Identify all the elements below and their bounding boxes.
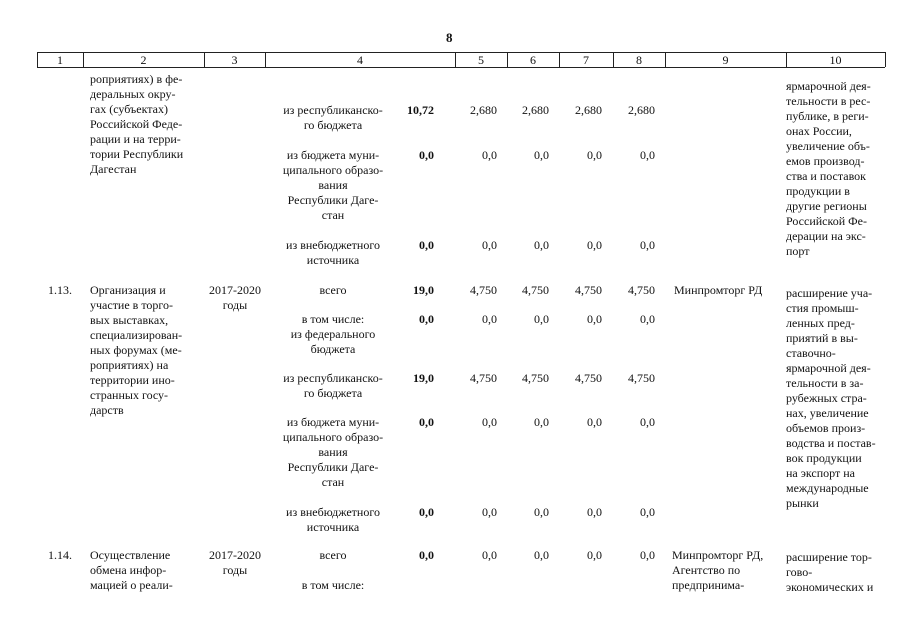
year-value-4: 4,750 (628, 283, 655, 297)
total-value: 0,0 (419, 505, 434, 519)
funding-source: ципального образо- (282, 430, 384, 444)
result-line: тельности в рес- (786, 94, 871, 108)
year-value-1: 4,750 (470, 371, 497, 385)
event-name-line: гах (субъектах) (90, 102, 168, 116)
year-value-4: 4,750 (628, 371, 655, 385)
year-value-2: 0,0 (534, 312, 549, 326)
result-line: тельности в за- (786, 376, 864, 390)
event-name-line: деральных окру- (90, 87, 176, 101)
result-line: гово- (786, 565, 813, 579)
event-name-line: мацией о реали- (90, 578, 173, 592)
result-line: водства и постав- (786, 436, 876, 450)
year-value-4: 0,0 (640, 505, 655, 519)
funding-source: бюджета (310, 342, 356, 356)
result-line: нах, увеличение (786, 406, 869, 420)
executor: Минпромторг РД, (672, 548, 764, 562)
event-name-line: тории Республики (90, 147, 184, 161)
total-value: 0,0 (419, 415, 434, 429)
header-cell-6: 6 (530, 53, 536, 67)
page-number: 8 (446, 30, 453, 45)
funding-source: стан (321, 475, 345, 489)
result-line: другие регионы (786, 199, 867, 213)
period: годы (222, 298, 248, 312)
funding-source: стан (321, 208, 345, 222)
funding-source: в том числе: (301, 312, 365, 326)
result-line: порт (786, 244, 810, 258)
event-name-line: странных госу- (90, 388, 169, 402)
year-value-4: 0,0 (640, 312, 655, 326)
funding-source: в том числе: (301, 578, 365, 592)
year-value-2: 0,0 (534, 148, 549, 162)
result-line: дерации на экс- (786, 229, 866, 243)
event-name-line: роприятиях) на (90, 358, 169, 372)
header-cell-7: 7 (583, 53, 589, 67)
header-cell-2: 2 (140, 53, 147, 67)
event-name-line: дарств (90, 403, 124, 417)
executor: Агентство по (672, 563, 741, 577)
funding-source: вания (318, 445, 348, 459)
year-value-1: 0,0 (482, 238, 497, 252)
year-value-3: 0,0 (587, 238, 602, 252)
result-line: продукции в (786, 184, 850, 198)
event-name-line: ных форумах (ме- (90, 343, 182, 357)
year-value-3: 0,0 (587, 505, 602, 519)
funding-source: из республиканско- (283, 371, 383, 385)
result-line: экономических и (786, 580, 874, 594)
result-line: рубежных стра- (786, 391, 867, 405)
funding-source: из бюджета муни- (286, 148, 380, 162)
funding-source: ципального образо- (282, 163, 384, 177)
year-value-3: 0,0 (587, 312, 602, 326)
event-name-line: специализирован- (90, 328, 183, 342)
event-name-line: вых выставках, (90, 313, 169, 327)
year-value-4: 0,0 (640, 548, 655, 562)
period: годы (222, 563, 248, 577)
item-number: 1.14. (48, 548, 72, 562)
event-name-line: Дагестан (90, 162, 137, 176)
result-line: на экспорт на (786, 466, 856, 480)
event-name-line: Российской Феде- (90, 117, 183, 131)
result-line: расширение тор- (786, 550, 872, 564)
result-line: ярмарочной дея- (786, 361, 871, 375)
result-line: вок продукции (786, 451, 862, 465)
year-value-1: 4,750 (470, 283, 497, 297)
year-value-2: 0,0 (534, 548, 549, 562)
total-value: 19,0 (413, 371, 434, 385)
event-name-line: роприятиях) в фе- (90, 72, 183, 86)
year-value-4: 0,0 (640, 415, 655, 429)
year-value-3: 0,0 (587, 548, 602, 562)
header-cell-8: 8 (636, 53, 642, 67)
funding-source: всего (319, 283, 347, 297)
year-value-3: 2,680 (575, 103, 602, 117)
item-number: 1.13. (48, 283, 72, 297)
funding-source: источника (306, 520, 360, 534)
event-name-line: рации и на терри- (90, 132, 181, 146)
year-value-1: 0,0 (482, 505, 497, 519)
header-cell-4: 4 (357, 53, 363, 67)
result-line: емов производ- (786, 154, 865, 168)
year-value-1: 0,0 (482, 312, 497, 326)
period: 2017-2020 (209, 548, 261, 562)
year-value-2: 0,0 (534, 238, 549, 252)
result-line: увеличение объ- (786, 139, 870, 153)
funding-source: всего (319, 548, 347, 562)
year-value-2: 2,680 (522, 103, 549, 117)
event-name-line: территории ино- (90, 373, 175, 387)
header-cell-5: 5 (478, 53, 484, 67)
event-name-line: обмена инфор- (90, 563, 167, 577)
year-value-1: 0,0 (482, 415, 497, 429)
year-value-1: 2,680 (470, 103, 497, 117)
result-line: ленных пред- (786, 316, 855, 330)
year-value-4: 0,0 (640, 148, 655, 162)
result-line: Российской Фе- (786, 214, 867, 228)
funding-source: Республики Даге- (287, 460, 379, 474)
funding-source: Республики Даге- (287, 193, 379, 207)
total-value: 0,0 (419, 148, 434, 162)
total-value: 0,0 (419, 548, 434, 562)
result-line: международные (786, 481, 869, 495)
executor: предпринима- (672, 578, 745, 592)
result-line: расширение уча- (786, 286, 873, 300)
header-cell-1: 1 (57, 53, 63, 67)
funding-source: из бюджета муни- (286, 415, 380, 429)
year-value-3: 0,0 (587, 148, 602, 162)
total-value: 0,0 (419, 312, 434, 326)
funding-source: го бюджета (303, 118, 363, 132)
period: 2017-2020 (209, 283, 261, 297)
executor: Минпромторг РД (674, 283, 763, 297)
event-name-line: участие в торго- (90, 298, 174, 312)
result-line: рынки (786, 496, 819, 510)
header-cell-9: 9 (722, 53, 729, 67)
result-line: онах России, (786, 124, 852, 138)
year-value-4: 0,0 (640, 238, 655, 252)
result-line: ства и поставок (786, 169, 867, 183)
event-name-line: Организация и (90, 283, 166, 297)
year-value-2: 4,750 (522, 283, 549, 297)
year-value-1: 0,0 (482, 548, 497, 562)
year-value-3: 4,750 (575, 371, 602, 385)
result-line: стия промыш- (786, 301, 859, 315)
year-value-4: 2,680 (628, 103, 655, 117)
result-line: объемов произ- (786, 421, 866, 435)
funding-source: из внебюджетного (286, 238, 380, 252)
year-value-2: 0,0 (534, 505, 549, 519)
funding-source: го бюджета (303, 386, 363, 400)
total-value: 0,0 (419, 238, 434, 252)
result-line: приятий в вы- (786, 331, 858, 345)
total-value: 10,72 (407, 103, 434, 117)
header-cell-10: 10 (829, 53, 842, 67)
funding-source: из федерального (290, 327, 376, 341)
event-name-line: Осуществление (90, 548, 171, 562)
year-value-2: 0,0 (534, 415, 549, 429)
funding-source: вания (318, 178, 348, 192)
year-value-3: 0,0 (587, 415, 602, 429)
year-value-2: 4,750 (522, 371, 549, 385)
result-line: публике, в реги- (786, 109, 869, 123)
funding-source: из республиканско- (283, 103, 383, 117)
result-line: ярмарочной дея- (786, 79, 871, 93)
total-value: 19,0 (413, 283, 434, 297)
result-line: ставочно- (786, 346, 836, 360)
year-value-1: 0,0 (482, 148, 497, 162)
funding-source: источника (306, 253, 360, 267)
header-cell-3: 3 (231, 53, 238, 67)
header-divider (885, 52, 886, 67)
funding-source: из внебюджетного (286, 505, 380, 519)
year-value-3: 4,750 (575, 283, 602, 297)
